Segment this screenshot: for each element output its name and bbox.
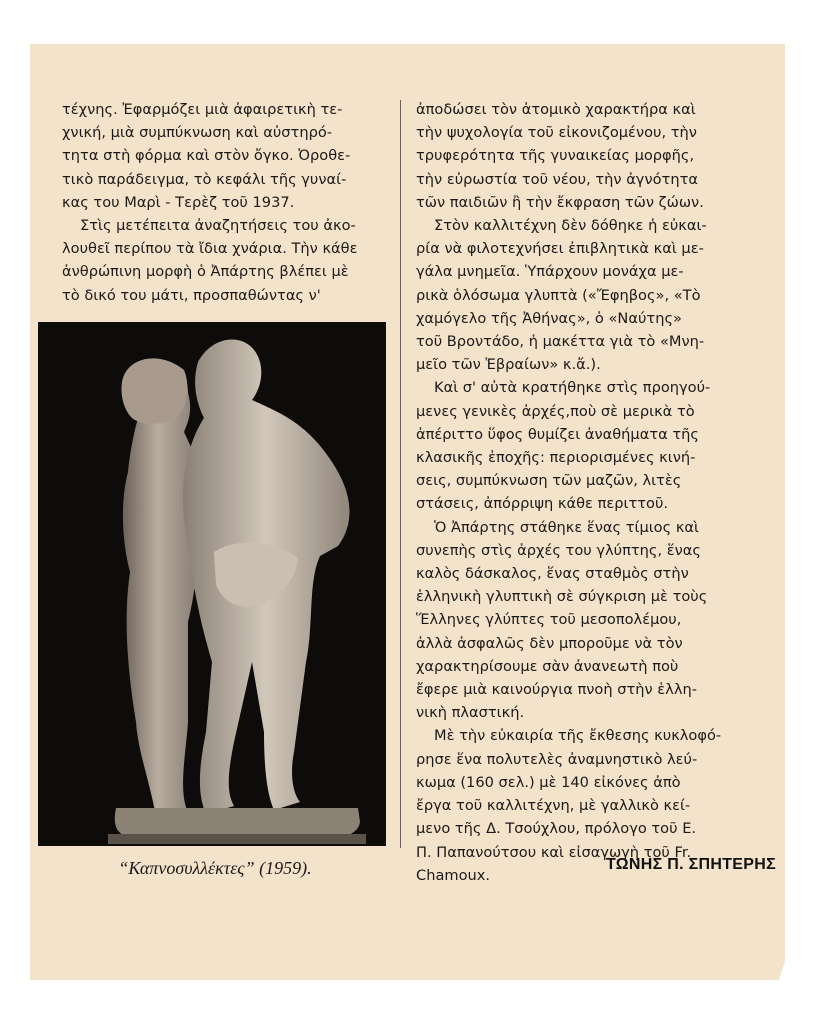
text-line: μεῖο τῶν Ἑβραίων» κ.ἄ.). — [416, 356, 601, 374]
text-line: στάσεις, ἀπόρριψη κάθε περιττοῦ. — [416, 495, 669, 513]
text-line: Μὲ τὴν εὐκαιρία τῆς ἔκθεσης κυκλοφό- — [434, 727, 722, 745]
text-line: ἀπέριττο ὕφος θυμίζει ἀναθήματα τῆς — [416, 425, 699, 443]
text-line: τὴν εὐρωστία τοῦ νέου, τὴν ἀγνότητα — [416, 170, 698, 188]
paragraph — [416, 98, 770, 214]
text-line: σεις, συμπύκνωση τῶν μαζῶν, λιτὲς — [416, 472, 682, 490]
text-line: Ὁ Ἀπάρτης στάθηκε ἕνας τίμιος καὶ — [434, 518, 699, 536]
paragraph — [62, 98, 390, 214]
paragraph — [416, 214, 770, 376]
text-line: μενες γενικὲς ἀρχές,ποὺ σὲ μερικὰ τὸ — [416, 402, 695, 420]
sculpture-image — [38, 322, 386, 846]
text-line: ἔργα τοῦ καλλιτέχνη, μὲ γαλλικὸ κεί- — [416, 797, 691, 815]
text-line: χνική, μιὰ συμπύκνωση καὶ αὐστηρό- — [62, 124, 333, 142]
text-line: ἀποδώσει τὸν ἀτομικὸ χαρακτήρα καὶ — [416, 101, 696, 118]
text-line: τῶν παιδιῶν ἢ τὴν ἔκφραση τῶν ζώων. — [416, 193, 704, 211]
text-line: Π. Παπανούτσου καὶ εἰσαγωγὴ τοῦ Fr. — [416, 843, 692, 861]
article-right-column — [416, 98, 770, 887]
text-line: ἑλληνικὴ γλυπτικὴ σὲ σύγκριση μὲ τοὺς — [416, 588, 708, 606]
paragraph — [416, 516, 770, 725]
text-line: τέχνης. Ἐφαρμόζει μιὰ ἀφαιρετικὴ τε- — [62, 101, 343, 118]
text-line: τρυφερότητα τῆς γυναικείας μορφῆς, — [416, 147, 695, 165]
text-line: γάλα μνημεῖα. Ὑπάρχουν μονάχα με- — [416, 263, 684, 281]
paragraph — [62, 214, 390, 307]
text-line: ἀνθρώπινη μορφὴ ὁ Ἀπάρτης βλέπει μὲ — [62, 263, 349, 281]
text-line: ρικὰ ὁλόσωμα γλυπτὰ («Ἔφηβος», «Τὸ — [416, 286, 701, 304]
text-line: Καὶ σ' αὐτὰ κρατήθηκε στὶς προηγού- — [434, 379, 711, 397]
text-line: ρησε ἕνα πολυτελὲς ἀναμνηστικὸ λεύ- — [416, 750, 698, 768]
text-line: λουθεῖ περίπου τὰ ἴδια χνάρια. Τὴν κάθε — [62, 240, 358, 258]
text-line: κλασικῆς ἐποχῆς: περιορισμένες κινή- — [416, 449, 696, 467]
text-line: χαρακτηρίσουμε σὰν ἀνανεωτὴ ποὺ — [416, 657, 679, 675]
text-line: Chamoux. — [416, 866, 491, 884]
text-line: τοῦ Βροντάδο, ἡ μακέττα γιὰ τὸ «Μνη- — [416, 333, 705, 351]
sculpture-photo — [38, 322, 386, 846]
text-line: ἀλλὰ ἀσφαλῶς δὲν μποροῦμε νὰ τὸν — [416, 634, 683, 652]
text-line: τὸ δικό του μάτι, προσπαθώντας ν' — [62, 286, 321, 304]
text-line: κας του Μαρὶ - Τερὲζ τοῦ 1937. — [62, 193, 295, 211]
text-line: καλὸς δάσκαλος, ἕνας σταθμὸς στὴν — [416, 565, 689, 583]
text-line: τητα στὴ φόρμα καὶ στὸν ὄγκο. Ὀροθε- — [62, 147, 351, 165]
text-line: τὴν ψυχολογία τοῦ εἰκονιζομένου, τὴν — [416, 124, 697, 142]
text-line: χαμόγελο τῆς Ἀθήνας», ὁ «Ναύτης» — [416, 309, 682, 327]
text-line: Στὶς μετέπειτα ἀναζητήσεις του ἀκο- — [80, 217, 356, 235]
text-line: τικὸ παράδειγμα, τὸ κεφάλι τῆς γυναί- — [62, 170, 347, 188]
article-left-column — [62, 98, 390, 307]
text-line: συνεπὴς στὶς ἀρχές του γλύπτης, ἕνας — [416, 541, 701, 559]
photo-caption: “Καπνοσυλλέκτες” (1959). — [118, 858, 312, 878]
author-byline: ΤΩΝΗΣ Π. ΣΠΗΤΕΡΗΣ — [606, 856, 776, 873]
text-line: ἔφερε μιὰ καινούργια πνοὴ στὴν ἑλλη- — [416, 681, 697, 699]
text-line: μενο τῆς Δ. Τσούχλου, πρόλογο τοῦ Ε. — [416, 820, 697, 838]
column-divider — [400, 100, 401, 848]
text-line: Στὸν καλλιτέχνη δὲν δόθηκε ἡ εὐκαι- — [434, 217, 707, 235]
text-line: ρία νὰ φιλοτεχνήσει ἐπιβλητικὰ καὶ με- — [416, 240, 704, 258]
paragraph — [416, 376, 770, 515]
text-line: Ἕλληνες γλύπτες τοῦ μεσοπολέμου, — [416, 611, 682, 629]
text-line: κωμα (160 σελ.) μὲ 140 εἰκόνες ἀπὸ — [416, 773, 681, 791]
text-line: νικὴ πλαστική. — [416, 704, 525, 722]
